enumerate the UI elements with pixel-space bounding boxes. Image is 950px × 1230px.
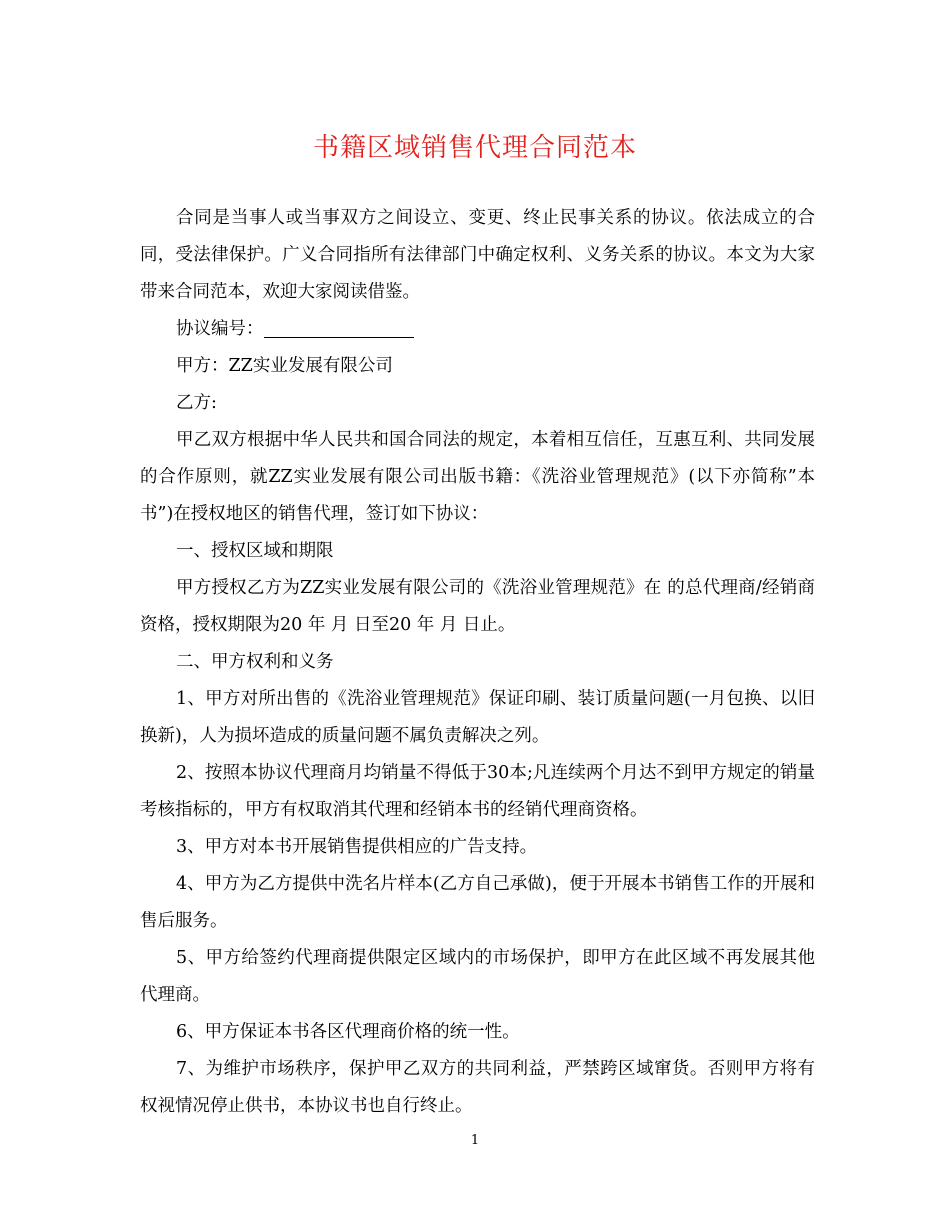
page-number: 1 [470,1133,480,1148]
intro-paragraph: 合同是当事人或当事双方之间设立、变更、终止民事关系的协议。依法成立的合同，受法律保护。广义合同指所有法律部门中确定权利、义务关系的协议。本文为大家带来合同范本，欢迎大家阅读借鉴。 [140,208,815,302]
preamble-paragraph: 甲乙双方根据中华人民共和国合同法的规定，本着相互信任，互惠互利、共同发展的合作原则，就ZZ实业发展有限公司出版书籍：《洗浴业管理规范》(以下亦简称”本书”)在授权地区的销售代理，签订如下协议： [140,430,815,524]
clause-1: 1、甲方对所出售的《洗浴业管理规范》保证印刷、装订质量问题(一月包换、以旧换新)，人为损坏造成的质量问题不属负责解决之列。 [140,689,815,746]
clause-5: 5、甲方给签约代理商提供限定区域内的市场保护，即甲方在此区域不再发展其他代理商。 [140,948,815,1005]
clause-4: 4、甲方为乙方提供中洗名片样本(乙方自己承做)，便于开展本书销售工作的开展和售后服务。 [140,874,815,931]
clause-7: 7、为维护市场秩序，保护甲乙双方的共同利益，严禁跨区域窜货。否则甲方将有权视情况停止供书，本协议书也自行终止。 [140,1059,815,1116]
agreement-number-line [140,311,815,348]
section-heading-1: 一、授权区域和期限 [176,541,334,561]
authorization-paragraph: 甲方授权乙方为ZZ实业发展有限公司的《洗浴业管理规范》在 的总代理商/经销商资格，授权期限为20 年 月 日至20 年 月 日止。 [140,578,815,635]
agreement-number-label: 协议编号： [176,319,264,339]
agreement-number-blank [264,317,414,338]
party-a-line: 甲方：ZZ实业发展有限公司 [176,356,393,376]
clause-2: 2、按照本协议代理商月均销量不得低于30本;凡连续两个月达不到甲方规定的销量考核指标的，甲方有权取消其代理和经销本书的经销代理商资格。 [140,763,815,820]
document-title: 书籍区域销售代理合同范本 [312,133,637,163]
party-b-line: 乙方: [176,393,217,413]
clause-6: 6、甲方保证本书各区代理商价格的统一性。 [176,1022,520,1042]
section-heading-2: 二、甲方权利和义务 [176,652,334,672]
document-body [140,200,815,1125]
clause-3: 3、甲方对本书开展销售提供相应的广告支持。 [176,837,538,857]
